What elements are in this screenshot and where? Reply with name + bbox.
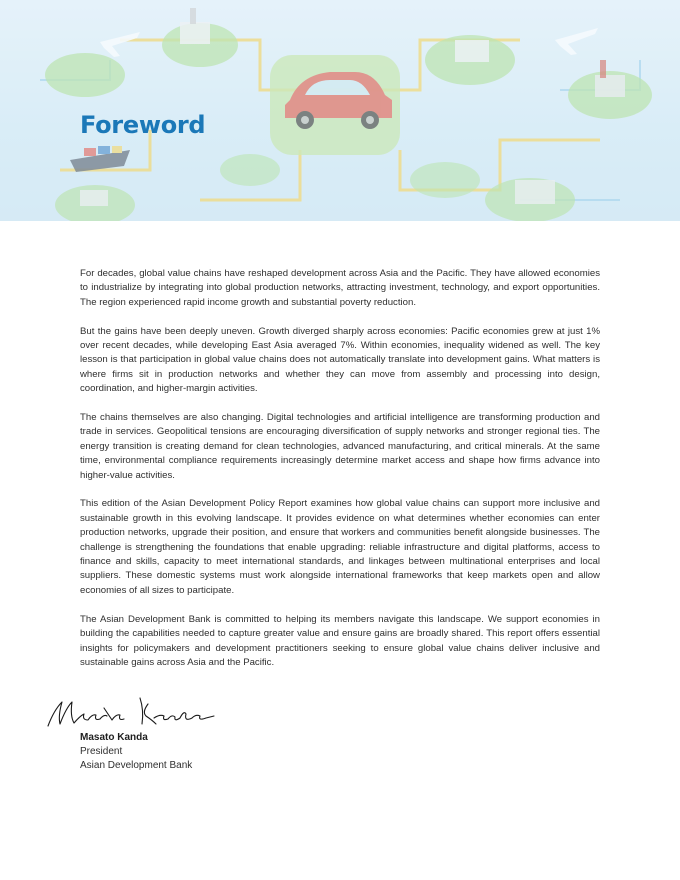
signatory-organization: Asian Development Bank (80, 760, 193, 771)
paragraph: But the gains have been deeply uneven. Growth diverged sharply across economies: Pacific economies grew at just 1% over recent decades, while developing East Asia averaged 7%. Within economies, inequality widened as well. The key lesson is that participation in global value chains does not automatically translate into development gains. What matters is where firms sit in production networks and whether they can move from assembly and processing into design, coordination, and higher-margin activities. (80, 325, 600, 395)
signatory-role: President (80, 746, 123, 757)
paragraph: The chains themselves are also changing. Digital technologies and artificial intelligence are transforming production and trade in services. Geopolitical tensions are encouraging diversification of supply networks and stronger regional ties. The energy transition is creating demand for clean technologies, advanced manufacturing, and critical minerals. At the same time, environmental compliance requirements increasingly determine market access and shape how firms advance into higher-value activities. (80, 412, 600, 481)
header-banner (0, 0, 680, 221)
paragraph: For decades, global value chains have reshaped development across Asia and the Pacific. They have allowed economies to industrialize by integrating into global production networks, attracting investment, technology, and export opportunities. The region experienced rapid income growth and substantial poverty reduction. (80, 268, 600, 308)
page-title: Foreword (80, 111, 206, 139)
foreword-body (80, 267, 600, 685)
signatory-block (80, 731, 192, 773)
handwritten-signature (44, 690, 219, 734)
signatory-name: Masato Kanda (80, 732, 148, 743)
paragraph: The Asian Development Bank is committed to helping its members navigate this landscape. We support economies in building the capabilities needed to capture greater value and ensure gains are broadly shared. This report offers essential insights for policymakers and development practitioners seeking to ensure global value chains deliver inclusive and sustainable gains across Asia and the Pacific. (80, 613, 600, 668)
paragraph: This edition of the Asian Development Policy Report examines how global value chains can support more inclusive and sustainable growth in this evolving landscape. It provides evidence on what determines whether economies can enter production networks, upgrade their position, and ensure that workers and communities benefit alongside businesses. The challenge is strengthening the foundations that enable upgrading: reliable infrastructure and digital platforms, access to finance and skills, capacity to meet international standards, and linkages between multinational enterprises and local suppliers. These domestic systems must work alongside international frameworks that keep markets open and allow economies of all sizes to participate. (80, 498, 600, 596)
